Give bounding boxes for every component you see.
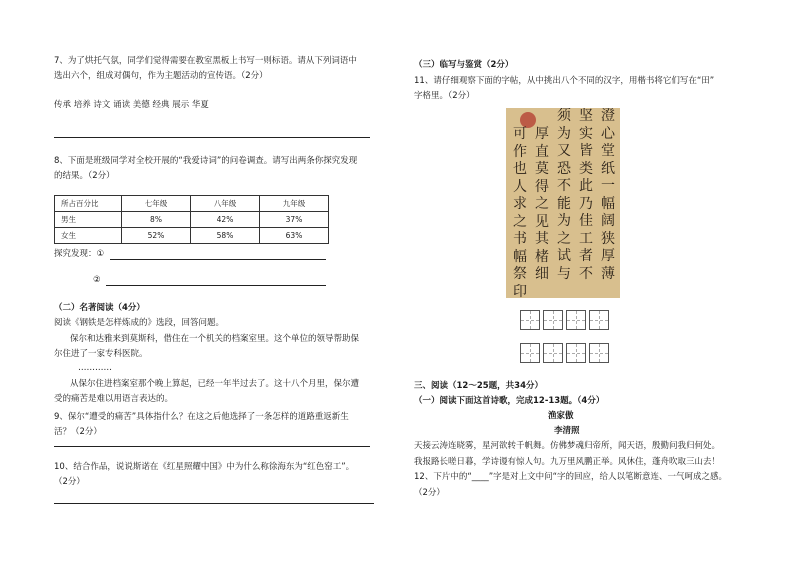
- tian-grid-row-1: [520, 310, 612, 330]
- poem-line-1: 天接云涛连晓雾，星河欲转千帆舞。仿佛梦魂归帝所，闻天语，殷勤问我归何处。: [414, 441, 721, 451]
- tian-grid-cell[interactable]: [543, 310, 563, 330]
- q8-line2: 的结果。（2分）: [54, 171, 115, 181]
- finding-2-label: ②: [93, 275, 101, 285]
- finding-1-label: 探究发现：①: [54, 249, 105, 259]
- q7-line2: 选出六个，组成对偶句，作为主题活动的宣传语。（2分）: [54, 71, 268, 81]
- tian-grid-row-2: [520, 343, 612, 363]
- table-cell: 8%: [122, 212, 191, 228]
- poem-title: 渔家傲: [548, 411, 574, 421]
- q7-answer-line[interactable]: [54, 137, 370, 138]
- q9-line1: 9、保尔“遭受的痛苦”具体指什么？在这之后他选择了一条怎样的道路重返新生: [54, 412, 349, 422]
- q8-line1: 8、下面是班级同学对全校开展的“我爱诗词”的问卷调查。请写出两条你探究发现: [54, 156, 358, 166]
- poem-author: 李清照: [554, 426, 580, 436]
- passage-p1-line2: 尔住进了一家专科医院。: [54, 349, 148, 359]
- section-3-title: （三）临写与鉴赏（2分）: [414, 60, 514, 70]
- q11-line1: 11、请仔细观察下面的字帖，从中挑出八个不同的汉字，用楷书将它们写在“田”: [414, 76, 715, 86]
- passage-ellipsis: …………: [78, 363, 112, 373]
- table-cell: 男生: [55, 212, 122, 228]
- calligraphy-column: 澄心堂纸一幅阔狭厚薄: [601, 108, 615, 282]
- calligraphy-column: 坚实皆类此乃佳工者不: [579, 108, 593, 282]
- table-header-row: [55, 196, 329, 212]
- part-3-title: 三、阅读（12～25题，共34分）: [414, 381, 543, 391]
- tian-grid-cell[interactable]: [566, 310, 586, 330]
- section-2-title: （二）名著阅读（4分）: [54, 303, 145, 313]
- table-cell: 63%: [260, 228, 329, 244]
- finding-1-answer-line[interactable]: [110, 259, 326, 260]
- q7-line1: 7、为了烘托气氛，同学们觉得需要在教室黑板上书写一则标语。请从下列词语中: [54, 56, 357, 66]
- q11-line2: 字格里。（2分）: [414, 91, 475, 101]
- q9-line2: 活？（2分）: [54, 427, 102, 437]
- tian-grid-cell[interactable]: [520, 310, 540, 330]
- table-cell: 37%: [260, 212, 329, 228]
- q12-line1: 12、下片中的“____”字是对上文中问“字的回应，给人以笔断意连、一气呵成之感。: [414, 472, 728, 482]
- table-cell: 42%: [191, 212, 260, 228]
- table-header-cell: 七年级: [122, 196, 191, 212]
- poem-line-2: 我报路长嗟日暮，学诗谩有惊人句。九万里风鹏正举。风休住，蓬舟吹取三山去！: [414, 457, 721, 467]
- table-header-cell: 八年级: [191, 196, 260, 212]
- q9-answer-line[interactable]: [54, 446, 370, 447]
- tian-grid-cell[interactable]: [520, 343, 540, 363]
- q7-word-list: 传承 培养 诗文 诵读 美德 经典 展示 华夏: [54, 100, 209, 110]
- survey-table: [54, 195, 329, 244]
- table-cell: 52%: [122, 228, 191, 244]
- reading-intro: 阅读《钢铁是怎样炼成的》选段，回答问题。: [54, 318, 225, 328]
- calligraphy-column: 厚直莫得之见其楮细: [535, 126, 549, 282]
- tian-grid-cell[interactable]: [566, 343, 586, 363]
- passage-p1-line1: 保尔和达雅来到莫斯科，借住在一个机关的档案室里。这个单位的领导帮助保: [70, 334, 360, 344]
- poem-section-title: （一）阅读下面这首诗歌，完成12-13题。（4分）: [414, 396, 605, 406]
- table-cell: 女生: [55, 228, 122, 244]
- q12-line2: （2分）: [414, 488, 445, 498]
- table-header-cell: 九年级: [260, 196, 329, 212]
- q10-line2: （2分）: [54, 477, 85, 487]
- tian-grid-cell[interactable]: [589, 310, 609, 330]
- calligraphy-column: 可作也人求之书幅祭印: [513, 126, 527, 298]
- calligraphy-column: 须为又恐不能为之试与: [557, 108, 571, 282]
- table-header-cell: 所占百分比: [55, 196, 122, 212]
- passage-p2-line2: 受的痛苦是难以用语言表达的。: [54, 394, 174, 404]
- q10-line1: 10、结合作品，说说斯诺在《红星照耀中国》中为什么称徐海东为“红色窑工”。: [54, 462, 355, 472]
- q10-answer-line[interactable]: [54, 503, 374, 504]
- table-row: [55, 212, 329, 228]
- calligraphy-copybook-image: [506, 108, 620, 298]
- table-cell: 58%: [191, 228, 260, 244]
- finding-2-answer-line[interactable]: [106, 285, 326, 286]
- tian-grid-cell[interactable]: [543, 343, 563, 363]
- table-row: [55, 228, 329, 244]
- passage-p2-line1: 从保尔住进档案室那个晚上算起，已经一年半过去了。这十八个月里，保尔遭: [70, 379, 360, 389]
- tian-grid-cell[interactable]: [589, 343, 609, 363]
